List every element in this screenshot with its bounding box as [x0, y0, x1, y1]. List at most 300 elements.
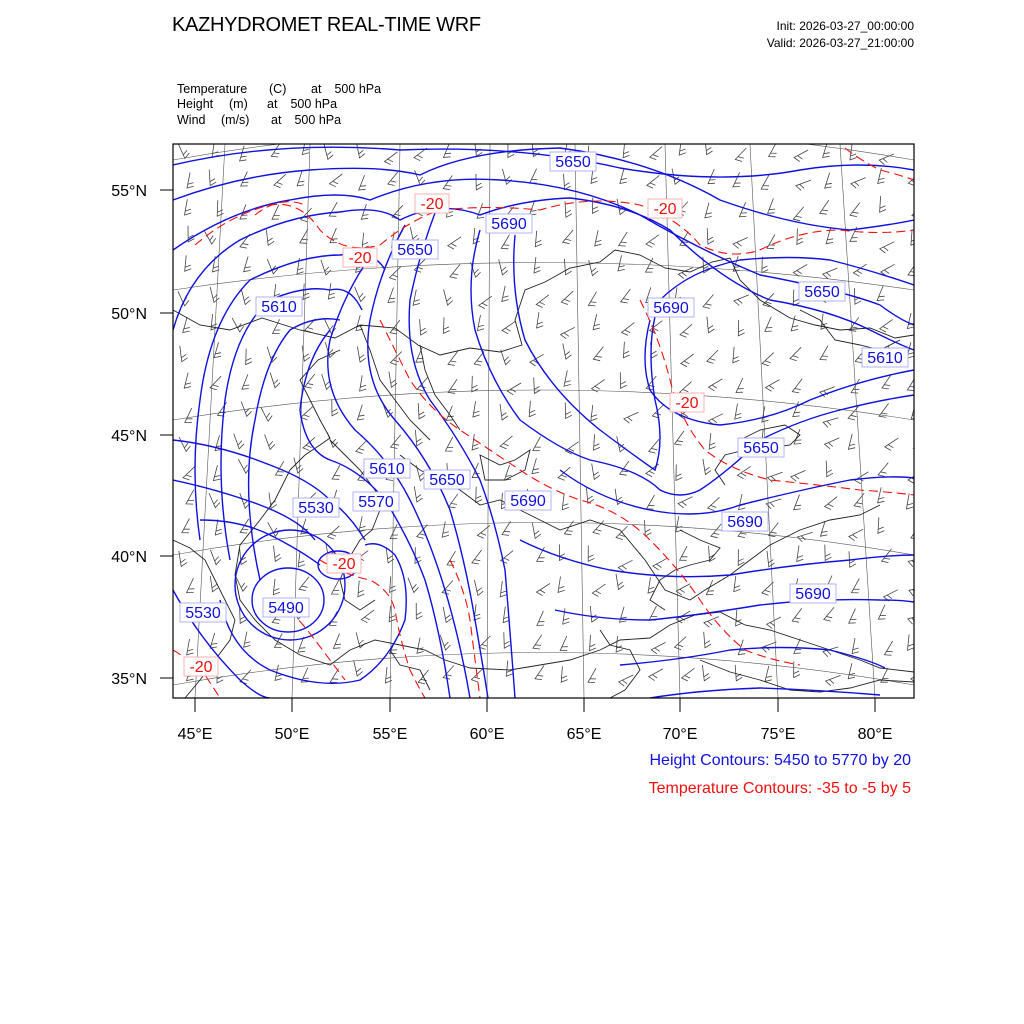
wind-barb: [301, 208, 312, 222]
wind-barb: [182, 519, 190, 533]
wind-barb: [825, 497, 838, 510]
wind-barb: [563, 608, 570, 624]
wind-barb: [246, 349, 252, 365]
wind-barb: [653, 558, 667, 570]
wind-barb: [878, 463, 888, 477]
wind-barb: [180, 346, 188, 362]
variable-line-temperature: Temperature (C) at 500 hPa: [177, 82, 382, 96]
wind-barb: [794, 495, 801, 510]
wind-barb: [185, 408, 193, 422]
wind-barb: [534, 257, 541, 273]
wind-barb: [472, 463, 480, 478]
wind-barb: [297, 171, 304, 186]
init-time: Init: 2026-03-27_00:00:00: [776, 19, 914, 33]
wind-barb: [473, 401, 480, 417]
wind-barb: [678, 497, 693, 508]
wind-barb: [502, 169, 511, 184]
wind-barb: [261, 407, 273, 421]
wind-barb: [209, 493, 220, 508]
wind-barb: [737, 466, 750, 478]
wind-barb: [408, 578, 419, 593]
wind-barb: [880, 196, 887, 212]
wind-barb: [646, 235, 659, 248]
wind-barb: [324, 144, 333, 160]
wind-barb: [738, 640, 745, 655]
height-label: 5650: [555, 154, 591, 171]
wind-barb: [826, 461, 833, 477]
wind-barb: [739, 494, 746, 510]
wind-barb: [590, 606, 597, 622]
valid-time: Valid: 2026-03-27_21:00:00: [766, 36, 914, 50]
wind-barb: [530, 169, 538, 184]
temperature-label: -20: [420, 196, 444, 213]
wind-barb: [564, 259, 571, 275]
wind-barb: [213, 465, 220, 481]
wind-barb: [354, 660, 363, 676]
wind-barb: [533, 635, 542, 649]
wind-barb: [911, 671, 925, 683]
wind-barb: [620, 168, 627, 183]
temp-label-box: [327, 554, 361, 573]
wind-barb: [444, 290, 453, 306]
wind-barb: [563, 343, 572, 359]
height-label-box: [550, 152, 596, 171]
wind-barb: [270, 373, 280, 388]
wind-barb: [420, 319, 427, 335]
wind-barb: [499, 259, 508, 275]
wind-barb: [357, 347, 365, 363]
wind-barb: [476, 487, 482, 503]
wind-barb: [564, 174, 571, 190]
wind-barb: [360, 375, 367, 391]
wind-barb: [907, 376, 916, 390]
wind-barb: [362, 233, 369, 249]
wind-barb: [448, 351, 458, 365]
wind-barb: [825, 173, 832, 188]
wind-barb: [796, 180, 811, 190]
height-label-box: [364, 459, 410, 478]
wind-barb: [501, 350, 511, 365]
wind-barb: [647, 175, 660, 188]
wind-barb: [390, 576, 396, 592]
wind-barb: [537, 611, 545, 626]
wind-barb: [385, 667, 392, 683]
height-label: 5690: [510, 493, 546, 510]
height-label: 5690: [727, 514, 763, 531]
height-label-box: [353, 492, 399, 511]
latitude-labels: [111, 183, 147, 688]
wind-barb: [797, 546, 804, 562]
wind-barb: [878, 517, 884, 533]
height-label: 5650: [743, 440, 779, 457]
height-label: 5490: [268, 600, 304, 617]
wind-barb: [794, 662, 800, 678]
wind-barb: [241, 289, 250, 305]
wind-barb: [361, 204, 368, 219]
wind-barb: [187, 172, 194, 188]
wind-barb: [185, 199, 192, 215]
wind-barb: [565, 403, 572, 419]
wind-barb: [479, 296, 492, 309]
wind-barb: [329, 202, 337, 216]
wind-barb: [616, 636, 623, 652]
wind-barb: [561, 666, 567, 682]
wind-barb: [475, 140, 483, 156]
wind-barb: [532, 458, 539, 473]
height-label-box: [256, 297, 302, 316]
temperature-label: -20: [348, 250, 372, 267]
wind-barb: [618, 560, 632, 571]
wind-barb: [388, 172, 398, 186]
wind-barb: [592, 584, 605, 596]
wind-barb: [330, 174, 343, 187]
wind-barb: [534, 377, 541, 393]
wind-barb: [798, 532, 813, 542]
wind-barb: [232, 318, 244, 332]
wind-barb: [707, 350, 718, 363]
wind-barb: [733, 172, 741, 187]
wind-barb: [852, 579, 860, 593]
wind-barb: [389, 267, 401, 280]
lon-label: 75°E: [760, 726, 796, 743]
wind-barb: [908, 262, 917, 276]
lon-label: 55°E: [372, 726, 408, 743]
wind-barb: [266, 229, 274, 245]
temperature-labels: [184, 194, 704, 676]
wind-barb: [702, 665, 710, 681]
wind-barb: [908, 557, 923, 566]
wind-barb: [849, 529, 863, 541]
wind-barb: [647, 495, 655, 509]
wind-barb: [330, 669, 338, 683]
wind-barb: [274, 546, 282, 562]
wind-barb: [705, 139, 712, 155]
lon-label: 80°E: [857, 726, 893, 743]
wind-barb: [416, 603, 422, 619]
wind-barb: [793, 265, 807, 277]
wind-barb: [736, 378, 744, 392]
wind-barb: [274, 174, 286, 187]
wind-barb: [907, 313, 914, 329]
lon-label: 45°E: [177, 726, 213, 743]
wind-barb: [474, 580, 483, 596]
height-label: 5690: [491, 216, 527, 233]
wind-barb: [449, 494, 458, 508]
wind-barb: [914, 283, 920, 299]
height-legend: Height Contours: 5450 to 5770 by 20: [649, 752, 911, 769]
wind-barb: [908, 615, 923, 625]
wind-barb: [790, 347, 801, 361]
wind-barb: [708, 497, 720, 510]
wind-barb: [303, 284, 309, 300]
wind-barb: [824, 607, 834, 621]
wind-barb: [682, 668, 695, 681]
wind-barb: [564, 371, 571, 387]
height-label-box: [505, 491, 551, 510]
wind-barb: [592, 464, 600, 480]
wind-barb: [333, 634, 341, 649]
wind-barb: [648, 577, 655, 593]
wind-barb: [299, 577, 309, 591]
wind-barb: [415, 430, 422, 446]
wind-barb: [590, 635, 596, 651]
wind-barb: [914, 156, 929, 166]
wind-barb: [563, 230, 574, 244]
wind-barb: [388, 288, 395, 303]
wind-barb: [762, 582, 774, 595]
wind-barb: [178, 144, 189, 159]
wind-barb: [791, 470, 806, 481]
height-label-box: [722, 512, 768, 531]
wind-barb: [884, 590, 898, 601]
wind-barb: [234, 434, 244, 449]
wind-barb: [179, 437, 190, 451]
wind-barb: [765, 317, 773, 332]
wind-barb: [878, 605, 886, 620]
wind-barb: [273, 579, 280, 595]
wind-barb: [593, 347, 603, 361]
wind-barb: [445, 437, 453, 451]
wind-barb: [477, 203, 484, 218]
wind-barb: [616, 574, 624, 590]
wind-barb: [500, 404, 508, 420]
wind-barb: [210, 550, 220, 565]
wind-barb: [384, 152, 397, 165]
wind-barb: [738, 549, 744, 565]
wind-barb: [703, 459, 711, 475]
wind-barb: [529, 401, 536, 417]
wind-barb: [885, 438, 898, 450]
wind-barb: [218, 402, 227, 416]
wind-barb: [391, 435, 401, 449]
wind-barb: [446, 406, 454, 421]
wind-barb: [588, 668, 596, 682]
wind-barb: [620, 372, 626, 388]
wind-barb: [210, 633, 217, 648]
wind-barb: [765, 666, 772, 682]
wind-barb: [536, 584, 550, 596]
height-label: 5650: [804, 284, 840, 301]
temp-label-box: [648, 199, 682, 218]
borders: [173, 250, 914, 698]
wind-barb: [210, 287, 219, 303]
wind-barb: [204, 230, 216, 244]
wind-barb: [762, 257, 768, 273]
wind-barb: [709, 546, 716, 562]
height-label-box: [392, 240, 438, 259]
height-label-box: [486, 214, 532, 233]
height-label-box: [799, 282, 845, 301]
wind-barb: [594, 434, 600, 450]
wind-barb: [501, 235, 509, 249]
wind-barb: [591, 405, 598, 421]
wind-barb: [301, 407, 313, 420]
wind-barb: [390, 320, 400, 334]
wind-barb: [502, 321, 515, 333]
wind-barb: [443, 176, 452, 190]
height-label: 5610: [867, 350, 903, 367]
wind-barb: [734, 576, 741, 592]
wind-barb: [880, 242, 894, 253]
wind-barb: [214, 342, 221, 357]
temp-label-box: [343, 248, 377, 267]
wind-barb: [766, 380, 780, 392]
wind-barb: [672, 169, 681, 185]
wind-barb: [877, 286, 885, 301]
wind-barb: [265, 435, 275, 450]
wind-barb: [417, 638, 424, 654]
wind-barb: [476, 174, 483, 190]
temperature-label: -20: [189, 659, 213, 676]
wind-barb: [680, 324, 692, 337]
wind-barb: [504, 465, 511, 480]
variable-line-height: Height (m) at 500 hPa: [177, 97, 338, 111]
lon-label: 70°E: [662, 726, 698, 743]
wind-barb: [325, 342, 335, 357]
wind-barb: [183, 317, 190, 332]
wind-barb: [735, 403, 742, 419]
wind-barb: [217, 200, 223, 216]
height-label-box: [738, 438, 784, 457]
lat-label: 45°N: [111, 428, 147, 445]
temp-label-box: [184, 657, 218, 676]
height-label: 5690: [795, 586, 831, 603]
wind-barb: [848, 663, 855, 679]
wind-barb: [707, 228, 714, 244]
temperature-legend: Temperature Contours: -35 to -5 by 5: [648, 780, 911, 797]
wind-barb: [618, 255, 625, 271]
lon-label: 65°E: [566, 726, 602, 743]
temperature-label: -20: [332, 556, 356, 573]
wind-barb: [680, 546, 688, 560]
lat-label: 35°N: [111, 671, 147, 688]
wind-barb: [649, 669, 663, 681]
wind-barb: [738, 320, 744, 336]
wind-barb: [679, 139, 686, 155]
wind-barb: [878, 487, 885, 503]
wind-barb: [820, 346, 828, 360]
wind-barb: [418, 403, 425, 419]
wind-barb: [825, 438, 840, 449]
wind-barb: [911, 525, 920, 539]
wind-barb: [761, 175, 769, 189]
wind-barb: [825, 545, 832, 561]
wind-barb: [561, 291, 573, 304]
wind-barb: [588, 292, 596, 306]
wind-barb: [676, 516, 683, 532]
wind-barb: [413, 290, 420, 306]
lat-label: 50°N: [111, 306, 147, 323]
height-label-box: [424, 470, 470, 489]
wind-barb: [242, 374, 249, 389]
height-label: 5530: [185, 605, 221, 622]
wind-barb: [356, 440, 367, 454]
wind-barb: [735, 665, 742, 681]
temperature-label: -20: [675, 395, 699, 412]
height-label-box: [862, 348, 908, 367]
wind-barb: [328, 283, 335, 299]
wind-barb: [675, 431, 684, 445]
wind-barb: [536, 295, 549, 308]
wind-barb: [794, 639, 802, 654]
wind-barb: [244, 632, 251, 648]
wind-barb: [562, 494, 569, 510]
wind-barb: [622, 323, 635, 336]
wind-barb: [624, 412, 639, 423]
wind-barb: [415, 170, 425, 185]
wind-barb: [623, 342, 629, 358]
wind-barb: [793, 290, 799, 306]
wind-barb: [558, 577, 565, 593]
wind-barb: [361, 610, 374, 623]
wind-barb: [852, 638, 859, 654]
wind-barb: [444, 143, 452, 158]
wind-barb: [479, 636, 490, 649]
wind-barb: [359, 175, 366, 190]
wind-barb: [357, 405, 364, 420]
wind-barb: [414, 486, 422, 502]
temperature-label: -20: [653, 201, 677, 218]
wind-barb: [302, 139, 309, 155]
wind-barb: [209, 170, 216, 186]
wind-barb: [321, 260, 331, 275]
wind-barb: [560, 636, 568, 651]
wind-barb: [908, 634, 915, 650]
wind-barb: [823, 268, 838, 279]
wind-barb: [507, 383, 521, 395]
wind-barb: [477, 315, 484, 331]
wind-barb: [823, 418, 838, 428]
wind-barb: [185, 255, 192, 271]
wind-barb: [645, 520, 652, 536]
wind-barb: [853, 264, 866, 276]
wind-barb: [186, 490, 194, 504]
wind-barb: [588, 545, 594, 561]
wind-barb: [792, 608, 802, 622]
wind-barb: [390, 524, 398, 538]
wind-barb: [906, 493, 913, 509]
wind-barb: [797, 229, 803, 245]
wind-barb: [561, 327, 575, 338]
wind-barb: [356, 315, 363, 330]
wind-barb: [443, 317, 449, 333]
wind-barb: [537, 312, 544, 328]
wind-barb: [619, 675, 634, 686]
wind-barb: [238, 459, 250, 473]
wind-barb: [707, 317, 715, 333]
wind-barb: [332, 580, 340, 594]
wind-barb: [358, 581, 364, 597]
wind-barb: [762, 406, 769, 422]
lat-label: 55°N: [111, 183, 147, 200]
wind-barb: [850, 203, 860, 217]
wind-barb: [734, 295, 749, 306]
wind-barb: [676, 465, 682, 481]
height-label: 5570: [358, 494, 394, 511]
wind-barb: [739, 202, 747, 217]
wind-barb: [768, 199, 775, 214]
wind-barb: [327, 433, 337, 448]
wind-barb: [650, 147, 662, 160]
wind-barb: [851, 178, 866, 189]
wind-barb: [706, 580, 714, 595]
wind-barb: [592, 197, 598, 213]
wind-barb: [735, 148, 746, 162]
wind-barb: [769, 143, 777, 157]
height-label-box: [293, 498, 339, 517]
wind-barb: [703, 295, 713, 309]
height-label-box: [180, 603, 226, 622]
